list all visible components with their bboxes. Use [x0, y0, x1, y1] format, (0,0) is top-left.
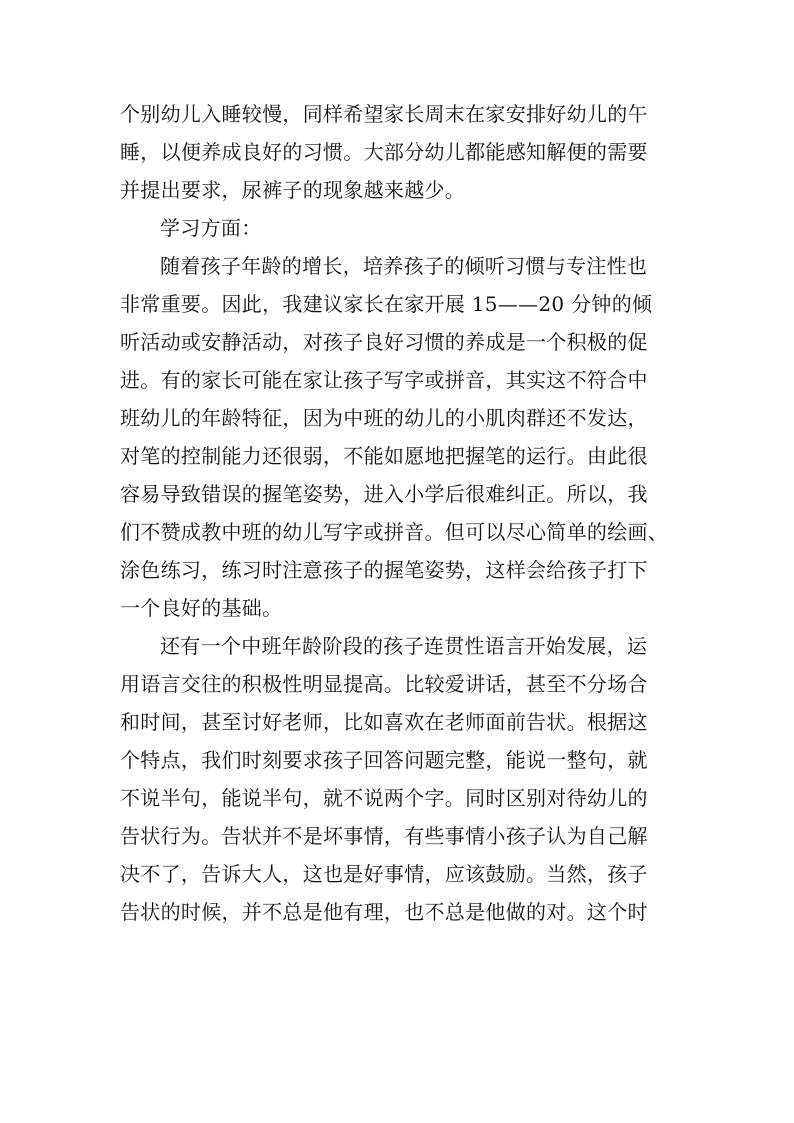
- text-line: 对笔的控制能力还很弱，不能如愿地把握笔的运行。由此很: [120, 444, 648, 468]
- text-line: 决不了，告诉大人，这也是好事情，应该鼓励。当然，孩子: [120, 862, 648, 886]
- paragraph-first-line: 随着孩子年龄的增长，培养孩子的倾听习惯与专注性也: [160, 254, 648, 278]
- text-line: 告状行为。告状并不是坏事情，有些事情小孩子认为自己解: [120, 824, 648, 848]
- document-body: [120, 95, 680, 931]
- text-line: 不说半句，能说半句，就不说两个字。同时区别对待幼儿的: [120, 786, 648, 810]
- text-line: 个特点，我们时刻要求孩子回答问题完整，能说一整句，就: [120, 748, 648, 772]
- text-line: 睡，以便养成良好的习惯。大部分幼儿都能感知解便的需要: [120, 140, 648, 164]
- text-line: 个别幼儿入睡较慢，同样希望家长周末在家安排好幼儿的午: [120, 102, 648, 126]
- text-line: 涂色练习，练习时注意孩子的握笔姿势，这样会给孩子打下: [120, 558, 648, 582]
- section-heading: 学习方面：: [160, 216, 262, 240]
- paragraph-first-line: 还有一个中班年龄阶段的孩子连贯性语言开始发展，运: [160, 634, 648, 658]
- text-line: 们不赞成教中班的幼儿写字或拼音。但可以尽心简单的绘画、: [120, 520, 669, 544]
- text-line: 和时间，甚至讨好老师，比如喜欢在老师面前告状。根据这: [120, 710, 648, 734]
- text-line: 听活动或安静活动，对孩子良好习惯的养成是一个积极的促: [120, 330, 648, 354]
- text-line: 并提出要求，尿裤子的现象越来越少。: [120, 178, 466, 202]
- text-line: 班幼儿的年龄特征，因为中班的幼儿的小肌肉群还不发达，: [120, 406, 648, 430]
- text-line: 一个良好的基础。: [120, 596, 283, 620]
- text-line: 非常重要。因此，我建议家长在家开展 15——20 分钟的倾: [120, 292, 653, 316]
- text-line: 用语言交往的积极性明显提高。比较爱讲话，甚至不分场合: [120, 672, 648, 696]
- text-line: 容易导致错误的握笔姿势，进入小学后很难纠正。所以，我: [120, 482, 648, 506]
- text-line: 进。有的家长可能在家让孩子写字或拼音，其实这不符合中: [120, 368, 648, 392]
- text-line: 告状的时候，并不总是他有理，也不总是他做的对。这个时: [120, 900, 648, 924]
